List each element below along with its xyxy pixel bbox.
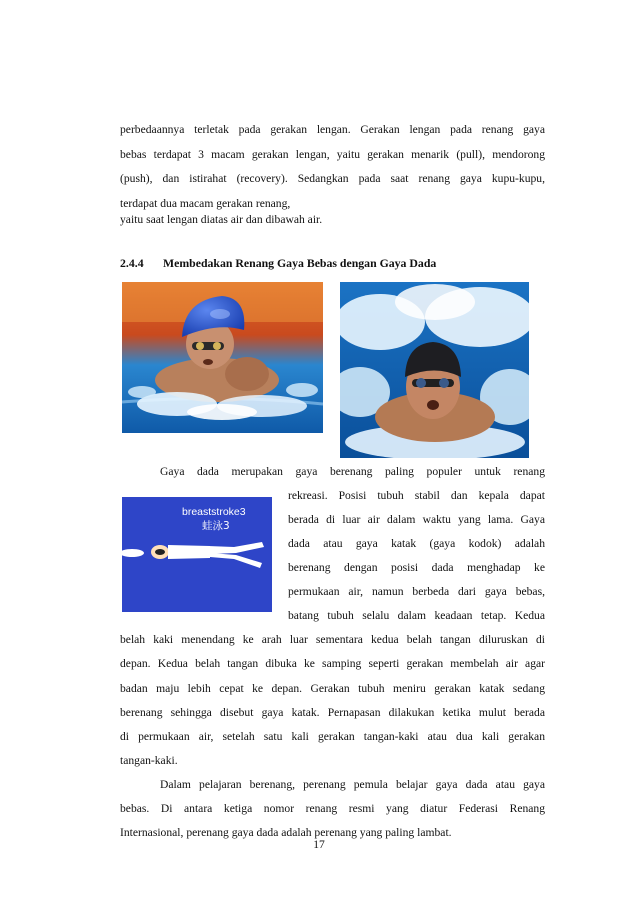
page-number: 17 bbox=[313, 838, 325, 851]
section-number: 2.4.4 bbox=[120, 256, 144, 270]
paragraph-line: di permukaan air, setelah satu kali gerakan tangan-kaki atau dua kali gerakan bbox=[120, 730, 545, 743]
paragraph-line: bebas. Di antara ketiga nomor renang resmi yang diatur Federasi Renang bbox=[120, 802, 545, 815]
breaststroke-swimmer-photo bbox=[122, 282, 323, 433]
paragraph-line: dada atau gaya katak (gaya kodok) adalah bbox=[288, 537, 545, 550]
paragraph-line: terdapat dua macam gerakan renang, bbox=[120, 197, 291, 210]
diagram-subtitle: 蛙泳3 bbox=[202, 520, 230, 532]
paragraph-line: (push), dan istirahat (recovery). Sedangkan pada saat renang gaya kupu-kupu, bbox=[120, 172, 545, 185]
section-title: Membedakan Renang Gaya Bebas dengan Gaya Dada bbox=[162, 256, 437, 270]
paragraph-line: batang tubuh selalu dalam keadaan tetap. Kedua bbox=[288, 609, 545, 622]
paragraph-line: Internasional, perenang gaya dada adalah perenang yang paling lambat. bbox=[120, 826, 452, 839]
paragraph-line: berenang sehingga disebut gaya katak. Pernapasan dilakukan ketika mulut berada bbox=[120, 706, 545, 719]
paragraph-line: berada di luar air dalam waktu yang lama. Gaya bbox=[288, 513, 545, 526]
paragraph-line: Gaya dada merupakan gaya berenang paling populer untuk renang bbox=[160, 465, 545, 478]
paragraph-line: berenang dengan posisi dada menghadap ke bbox=[288, 561, 545, 574]
paragraph-line: bebas terdapat 3 macam gerakan lengan, yaitu gerakan menarik (pull), mendorong bbox=[120, 148, 545, 161]
paragraph-line: tangan-kaki. bbox=[120, 754, 178, 767]
butterfly-swimmer-photo bbox=[340, 282, 529, 458]
paragraph-line: permukaan air, namun berbeda dari gaya bebas, bbox=[288, 585, 545, 598]
paragraph-line: badan maju lebih cepat ke depan. Gerakan tubuh meniru gerakan katak sedang bbox=[120, 682, 545, 695]
section-heading bbox=[120, 256, 436, 271]
paragraph-line: belah kaki menendang ke arah luar sementara kedua belah tangan diluruskan di bbox=[120, 633, 545, 646]
paragraph-line: yaitu saat lengan diatas air dan dibawah air. bbox=[120, 213, 323, 226]
paragraph-line: perbedaannya terletak pada gerakan lengan. Gerakan lengan pada renang gaya bbox=[120, 123, 545, 136]
diagram-title: breaststroke3 bbox=[182, 506, 246, 518]
paragraph-line: rekreasi. Posisi tubuh stabil dan kepala dapat bbox=[288, 489, 545, 502]
breaststroke-diagram bbox=[122, 497, 272, 612]
paragraph-line: depan. Kedua belah tangan dibuka ke samping seperti gerakan membelah air agar bbox=[120, 657, 545, 670]
paragraph-line: Dalam pelajaran berenang, perenang pemula belajar gaya dada atau gaya bbox=[160, 778, 545, 791]
